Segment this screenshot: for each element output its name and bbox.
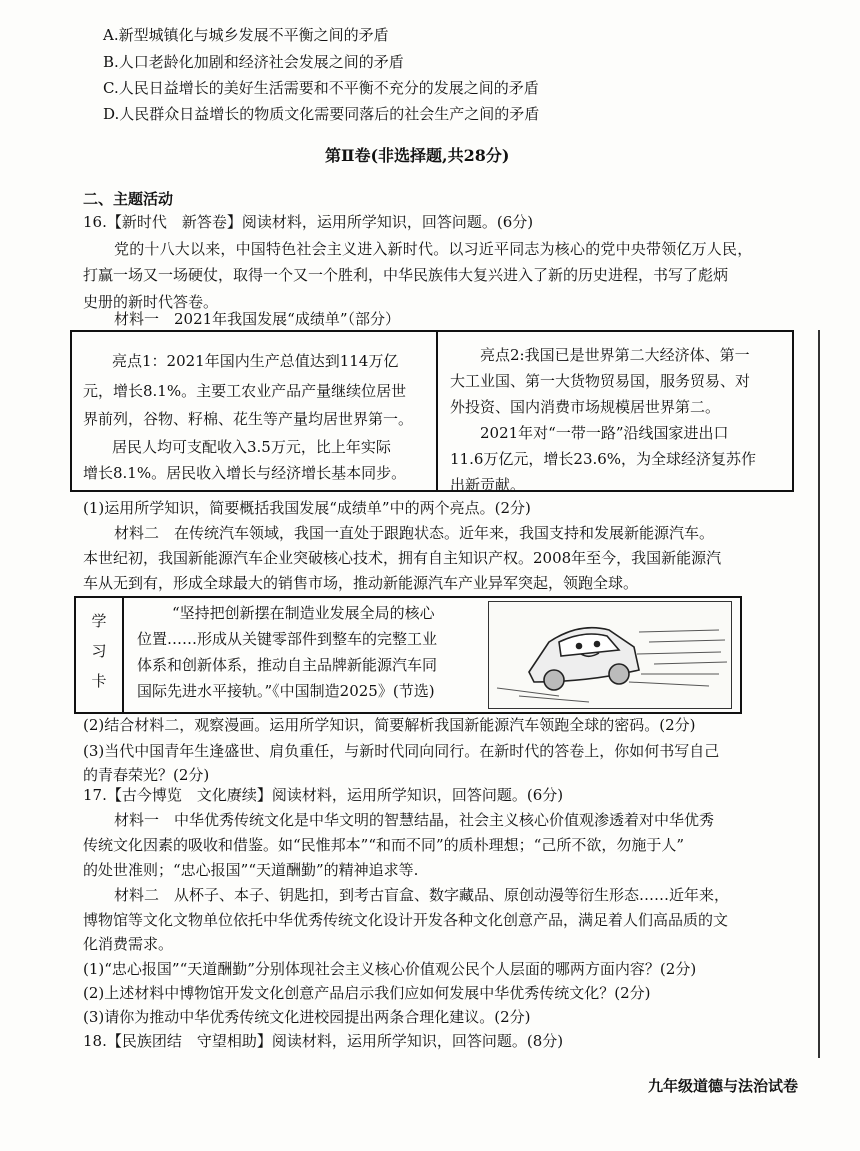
footer-title: 九年级道德与法治试卷 xyxy=(648,1077,799,1095)
q16-intro-line-1: 党的十八大以来，中国特色社会主义进入新时代。以习近平同志为核心的党中央带领亿万人民， xyxy=(114,240,753,258)
study-card-line-2: 位置……形成从关键零部件到整车的完整工业 xyxy=(137,630,438,648)
highlight2-line-2: 大工业国、第一大货物贸易国，服务贸易、对 xyxy=(450,372,751,390)
highlight1-line-1: 亮点1：2021年国内生产总值达到114万亿 xyxy=(112,352,399,370)
q16-material2-line-1: 材料二 在传统汽车领域，我国一直处于跟跑状态。近年来，我国支持和发展新能源汽车。 xyxy=(114,524,715,542)
highlight1-line-5: 增长8.1%。居民收入增长与经济增长基本同步。 xyxy=(83,464,407,482)
highlight2-line-5: 11.6万亿元，增长23.6%，为全球经济复苏作 xyxy=(450,450,757,468)
q17-material1-line-2: 传统文化因素的吸收和借鉴。如“民惟邦本”“和而不同”的质朴理想；“己所不欲，勿施于人” xyxy=(83,836,685,854)
highlight1-line-2: 元，增长8.1%。主要工农业产品产量继续位居世 xyxy=(83,382,407,400)
q17-header: 17.【古今博览 文化赓续】阅读材料，运用所学知识，回答问题。(6分) xyxy=(83,786,564,804)
option-c: C.人民日益增长的美好生活需要和不平衡不充分的发展之间的矛盾 xyxy=(103,79,539,97)
q16-sub1: (1)运用所学知识，简要概括我国发展“成绩单”中的两个亮点。(2分) xyxy=(83,499,531,517)
highlight2-line-3: 外投资、国内消费市场规模居世界第二。 xyxy=(450,398,721,416)
study-card-label-char-2: 习 xyxy=(91,642,107,660)
q16-intro-line-2: 打赢一场又一场硬仗，取得一个又一个胜利，中华民族伟大复兴进入了新的历史进程，书写了彪炳 xyxy=(83,266,729,284)
q17-material1-line-3: 的处世准则；“忠心报国”“天道酬勤”的精神追求等. xyxy=(83,861,419,879)
q16-intro-line-3: 史册的新时代答卷。 xyxy=(83,293,219,311)
option-a: A.新型城镇化与城乡发展不平衡之间的矛盾 xyxy=(103,26,389,44)
highlight1-line-3: 界前列，谷物、籽棉、花生等产量均居世界第一。 xyxy=(83,410,414,428)
q18-header: 18.【民族团结 守望相助】阅读材料，运用所学知识，回答问题。(8分) xyxy=(83,1032,564,1050)
part2-title: 第Ⅱ卷(非选择题,共28分) xyxy=(325,146,510,165)
study-card-line-3: 体系和创新体系，推动自主品牌新能源汽车同 xyxy=(137,656,438,674)
study-card-line-1: “坚持把创新摆在制造业发展全局的核心 xyxy=(172,604,435,622)
q17-sub1: (1)“忠心报国”“天道酬勤”分别体现社会主义核心价值观公民个人层面的哪两方面内容？(2分) xyxy=(83,960,697,978)
highlight1-line-4: 居民人均可支配收入3.5万元，比上年实际 xyxy=(112,438,391,456)
option-d: D.人民群众日益增长的物质文化需要同落后的社会生产之间的矛盾 xyxy=(103,105,540,123)
car-cartoon-drawing xyxy=(489,602,731,708)
option-b: B.人口老龄化加剧和经济社会发展之间的矛盾 xyxy=(103,53,404,71)
study-card-line-4: 国际先进水平接轨。”《中国制造2025》(节选) xyxy=(137,682,435,700)
q17-sub3: (3)请你为推动中华优秀传统文化进校园提出两条合理化建议。(2分) xyxy=(83,1008,531,1026)
q17-material2-line-3: 化消费需求。 xyxy=(83,935,174,953)
binding-edge-line xyxy=(818,330,820,1058)
highlight2-line-1: 亮点2:我国已是世界第二大经济体、第一 xyxy=(480,346,750,364)
q17-material2-line-1: 材料二 从杯子、本子、钥匙扣，到考古盲盒、数字藏品、原创动漫等衍生形态……近年来， xyxy=(114,886,730,904)
section-title: 二、主题活动 xyxy=(83,190,174,208)
q16-material1-title: 材料一 2021年我国发展“成绩单”（部分） xyxy=(114,310,401,328)
study-card-label-char-3: 卡 xyxy=(91,672,107,690)
car-cartoon xyxy=(488,601,732,709)
study-card-label xyxy=(76,600,122,708)
q16-sub3-line-1: (3)当代中国青年生逢盛世、肩负重任，与新时代同向同行。在新时代的答卷上，你如何书写自己 xyxy=(83,742,720,760)
achievements-divider xyxy=(436,330,438,490)
study-card-label-char-1: 学 xyxy=(91,612,107,630)
q16-sub3-line-2: 的青春荣光？(2分) xyxy=(83,766,210,784)
highlight2-line-4: 2021年对“一带一路”沿线国家进出口 xyxy=(480,424,729,442)
q16-material2-line-2: 本世纪初，我国新能源汽车企业突破核心技术，拥有自主知识产权。2008年至今，我国新能源汽 xyxy=(83,549,722,567)
q16-material2-line-3: 车从无到有，形成全球最大的销售市场，推动新能源汽车产业异军突起，领跑全球。 xyxy=(83,574,639,592)
q17-material2-line-2: 博物馆等文化文物单位依托中华优秀传统文化设计开发各种文化创意产品，满足着人们高品质的文 xyxy=(83,911,729,929)
highlight2-line-6: 出新贡献。 xyxy=(450,476,526,494)
study-card-divider xyxy=(122,596,124,712)
q17-sub2: (2)上述材料中博物馆开发文化创意产品启示我们应如何发展中华优秀传统文化？(2分) xyxy=(83,984,651,1002)
q17-material1-line-1: 材料一 中华优秀传统文化是中华文明的智慧结晶，社会主义核心价值观渗透着对中华优秀 xyxy=(114,811,715,829)
q16-header: 16.【新时代 新答卷】阅读材料，运用所学知识，回答问题。(6分) xyxy=(83,213,534,231)
q16-sub2: (2)结合材料二，观察漫画。运用所学知识，简要解析我国新能源汽车领跑全球的密码。(2分) xyxy=(83,716,696,734)
